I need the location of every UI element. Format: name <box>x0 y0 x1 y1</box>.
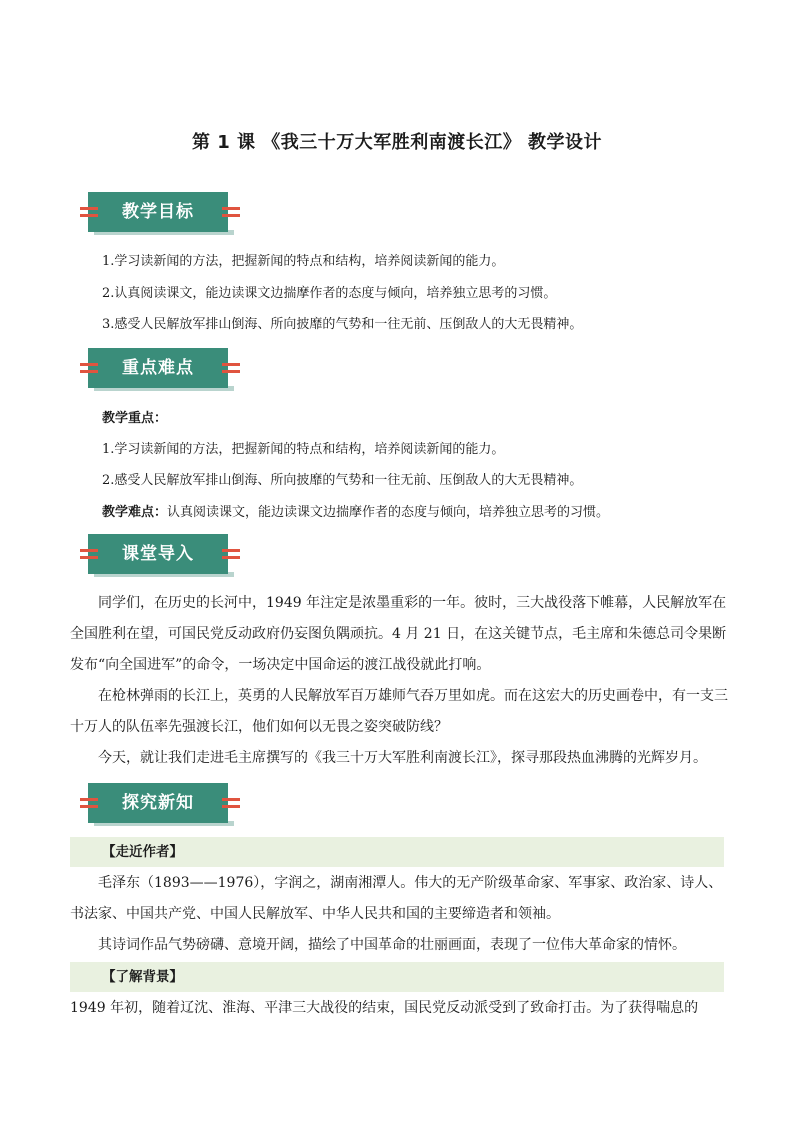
author-heading-bar <box>70 837 724 867</box>
section-label: 课堂导入 <box>122 544 194 564</box>
focus-item: 2.感受人民解放军排山倒海、所向披靡的气势和一往无前、压倒敌人的大无畏精神。 <box>102 473 583 488</box>
author-heading: 【走近作者】 <box>102 844 183 860</box>
section-label: 重点难点 <box>122 358 194 378</box>
goal-item: 3.感受人民解放军排山倒海、所向披靡的气势和一往无前、压倒敌人的大无畏精神。 <box>102 317 583 332</box>
author-paragraph: 其诗词作品气势磅礴、意境开阔，描绘了中国革命的壮丽画面，表现了一位伟大革命家的情怀。 <box>98 937 686 953</box>
section-label: 教学目标 <box>122 202 194 222</box>
goal-item: 1.学习读新闻的方法，把握新闻的特点和结构，培养阅读新闻的能力。 <box>102 254 505 269</box>
difficulty-line <box>102 501 609 520</box>
background-heading: 【了解背景】 <box>102 969 183 985</box>
intro-paragraph: 同学们，在历史的长河中，1949 年注定是浓墨重彩的一年。彼时，三大战役落下帷幕，人民解放军在全国胜利在望，可国民党反动政府仍妄图负隅顽抗。4 月 21 日，在这关键节点，毛主席和朱德总司令果断发布“向全国进军”的命令，一场决定中国命运的渡江战役就此打响。 <box>70 595 727 673</box>
difficulty-text: 认真阅读课文，能边读课文边揣摩作者的态度与倾向，培养独立思考的习惯。 <box>167 505 610 520</box>
goal-item: 2.认真阅读课文，能边读课文边揣摩作者的态度与倾向，培养独立思考的习惯。 <box>102 286 557 301</box>
page-title: 第 1 课 《我三十万大军胜利南渡长江》 教学设计 <box>191 132 603 153</box>
intro-paragraph: 在枪林弹雨的长江上，英勇的人民解放军百万雄师气吞万里如虎。而在这宏大的历史画卷中，有一支三十万人的队伍率先强渡长江，他们如何以无畏之姿突破防线？ <box>70 688 728 735</box>
difficulty-label: 教学难点： <box>102 505 168 520</box>
section-label: 探究新知 <box>122 793 194 813</box>
focus-item: 1.学习读新闻的方法，把握新闻的特点和结构，培养阅读新闻的能力。 <box>102 442 505 457</box>
focus-label: 教学重点： <box>102 411 168 426</box>
author-paragraph: 毛泽东（1893——1976），字润之，湖南湘潭人。伟大的无产阶级革命家、军事家、政治家、诗人、书法家、中国共产党、中国人民解放军、中华人民共和国的主要缔造者和领袖。 <box>70 875 723 922</box>
background-heading-bar <box>70 962 724 992</box>
background-paragraph: 1949 年初，随着辽沈、淮海、平津三大战役的结束，国民党反动派受到了致命打击。为了获得喘息的 <box>70 1000 699 1016</box>
intro-paragraph: 今天，就让我们走进毛主席撰写的《我三十万大军胜利南渡长江》，探寻那段热血沸腾的光辉岁月。 <box>98 750 707 766</box>
